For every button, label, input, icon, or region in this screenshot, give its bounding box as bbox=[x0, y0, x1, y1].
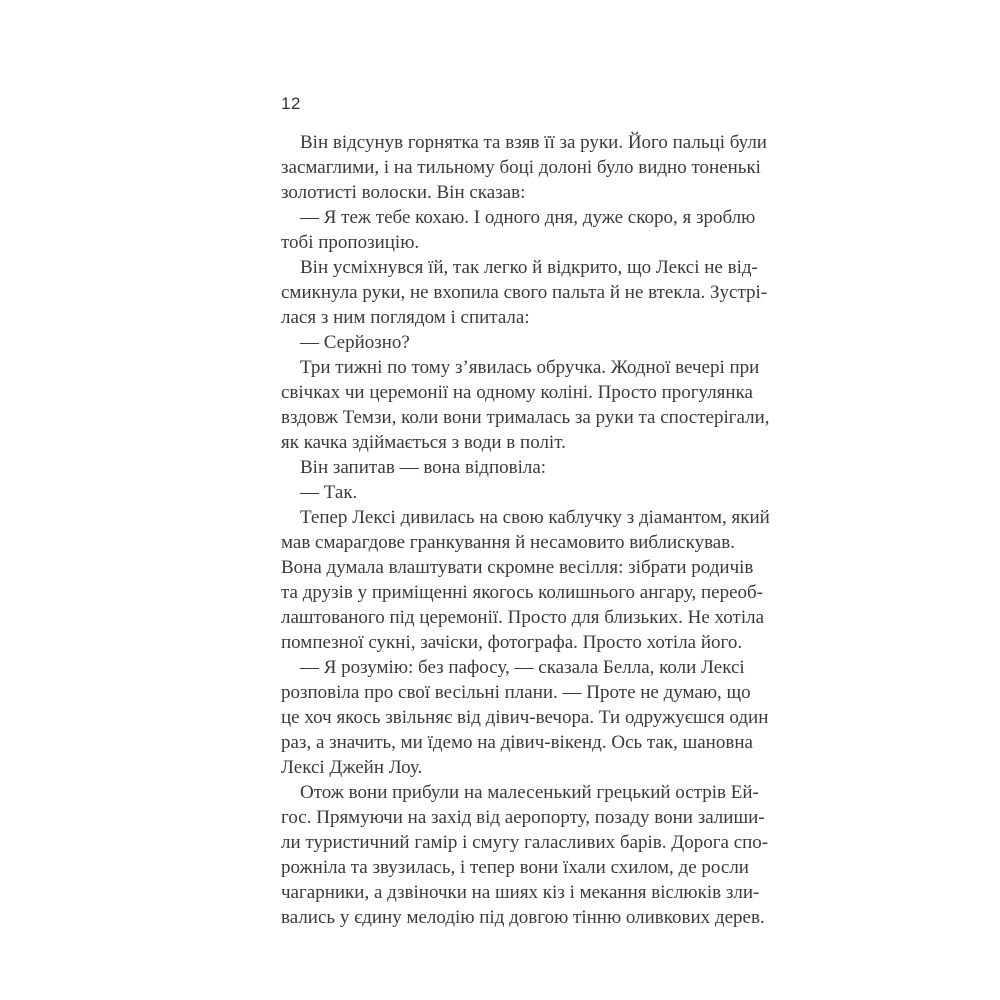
text-line: розповіла про свої весільні плани. — Проте не думаю, що bbox=[281, 682, 751, 703]
text-line: Лексі Джейн Лоу. bbox=[281, 757, 423, 778]
text-line: — Так. bbox=[300, 482, 358, 503]
text-line: рожніла та звузилась, і тепер вони їхали схилом, де росли bbox=[281, 857, 749, 878]
text-line: це хоч якось звільняє від дівич-вечора. Ти одружуєшся один bbox=[281, 707, 769, 728]
text-line: Тепер Лексі дивилась на свою каблучку з діамантом, який bbox=[300, 507, 770, 528]
text-line: Отож вони прибули на малесенький грецький острів Ей- bbox=[300, 782, 759, 803]
text-line: ли туристичний гамір і смугу галасливих барів. Дорога спо- bbox=[281, 832, 769, 853]
text-line: як качка здіймається з води в політ. bbox=[281, 432, 566, 453]
text-line: Він усміхнувся їй, так легко й відкрито, що Лексі не від- bbox=[300, 257, 758, 278]
text-line: золотисті волоски. Він сказав: bbox=[281, 182, 526, 203]
text-line: помпезної сукні, зачіски, фотографа. Просто хотіла його. bbox=[281, 632, 743, 653]
text-line: засмаглими, і на тильному боці долоні було видно тоненькі bbox=[281, 157, 761, 178]
text-line: — Серйозно? bbox=[300, 332, 410, 353]
text-line: лася з ним поглядом і спитала: bbox=[281, 307, 530, 328]
text-line: чагарники, а дзвіночки на шиях кіз і мекання віслюків зли- bbox=[281, 882, 760, 903]
text-line: лаштованого під церемонії. Просто для близьких. Не хотіла bbox=[281, 607, 765, 628]
text-line: смикнула руки, не вхопила свого пальта й не втекла. Зустрі- bbox=[281, 282, 768, 303]
text-line: гос. Прямуючи на захід від аеропорту, позаду вони залиши- bbox=[281, 807, 765, 828]
text-line: вались у єдину мелодію під довгою тінню оливкових дерев. bbox=[281, 907, 765, 928]
text-line: — Я теж тебе кохаю. І одного дня, дуже скоро, я зроблю bbox=[300, 207, 756, 228]
page-number: 12 bbox=[281, 94, 301, 113]
text-line: — Я розумію: без пафосу, — сказала Белла, коли Лексі bbox=[300, 657, 745, 678]
text-line: та друзів у приміщенні якогось колишнього ангару, переоб- bbox=[281, 582, 764, 603]
text-line: Вона думала влаштувати скромне весілля: зібрати родичів bbox=[281, 557, 754, 578]
text-line: Він запитав — вона відповіла: bbox=[300, 457, 547, 478]
body-text bbox=[281, 130, 770, 930]
text-line: свічках чи церемонії на одному коліні. Просто прогулянка bbox=[281, 382, 753, 403]
text-line: Три тижні по тому з’явилась обручка. Жодної вечері при bbox=[300, 357, 760, 378]
text-line: мав смарагдове гранкування й несамовито виблискував. bbox=[281, 532, 735, 553]
text-line: вздовж Темзи, коли вони трималась за руки та спостерігали, bbox=[281, 407, 770, 428]
text-line: тобі пропозицію. bbox=[281, 232, 420, 253]
text-line: Він відсунув горнятка та взяв її за руки. Його пальці були bbox=[300, 132, 767, 153]
text-line: раз, а значить, ми їдемо на дівич-вікенд. Ось так, шановна bbox=[281, 732, 753, 753]
